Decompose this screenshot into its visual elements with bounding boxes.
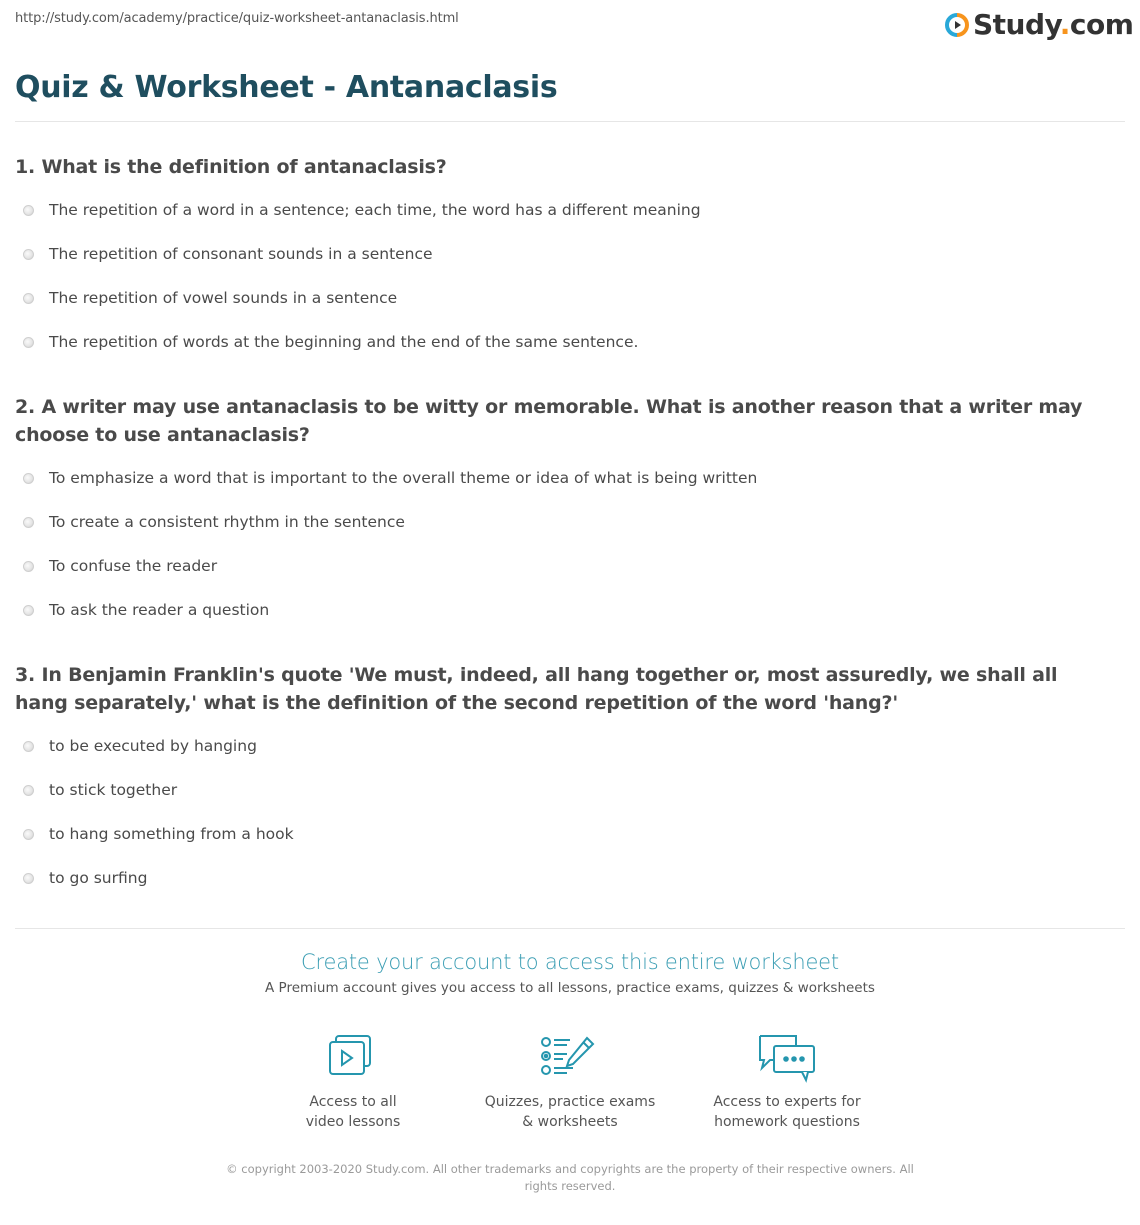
quiz-checklist-icon [537, 1032, 603, 1084]
divider [15, 928, 1125, 929]
radio-button[interactable] [23, 293, 34, 304]
play-circle-icon [945, 13, 969, 37]
answer-option[interactable]: The repetition of a word in a sentence; each time, the word has a different meaning [15, 188, 1115, 232]
answer-option[interactable]: To confuse the reader [15, 544, 1115, 588]
radio-button[interactable] [23, 561, 34, 572]
question-1 [15, 153, 1115, 364]
cta-title[interactable]: Create your account to access this entire worksheet [301, 950, 839, 974]
question-3 [15, 661, 1115, 900]
page-title: Quiz & Worksheet - Antanaclasis [15, 70, 558, 105]
answer-option[interactable]: The repetition of consonant sounds in a sentence [15, 232, 1115, 276]
signup-cta [0, 950, 1140, 996]
question-title: 1. What is the definition of antanaclasis? [15, 156, 447, 178]
page-url: http://study.com/academy/practice/quiz-worksheet-antanaclasis.html [15, 11, 459, 26]
question-title: 2. A writer may use antanaclasis to be witty or memorable. What is another reason that a writer may choose to use antanaclasis? [15, 396, 1083, 446]
answer-option[interactable]: The repetition of words at the beginning and the end of the same sentence. [15, 320, 1115, 364]
radio-button[interactable] [23, 205, 34, 216]
feature-experts: Access to experts for homework questions [679, 1032, 896, 1132]
premium-features [0, 1032, 1140, 1132]
answer-option[interactable]: to hang something from a hook [15, 812, 1115, 856]
question-title: 3. In Benjamin Franklin's quote 'We must, indeed, all hang together or, most assuredly, we shall all hang separately,' what is the definition of the second repetition of the word 'hang?' [15, 664, 1058, 714]
answer-option[interactable]: to stick together [15, 768, 1115, 812]
feature-quizzes: Quizzes, practice exams & worksheets [462, 1032, 679, 1132]
answer-option[interactable]: The repetition of vowel sounds in a sentence [15, 276, 1115, 320]
logo-text: Study.com [973, 8, 1134, 41]
answer-option[interactable]: to be executed by hanging [15, 724, 1115, 768]
cta-subtitle: A Premium account gives you access to all lessons, practice exams, quizzes & worksheets [265, 980, 875, 996]
question-2 [15, 393, 1115, 632]
radio-button[interactable] [23, 337, 34, 348]
video-lessons-icon [320, 1032, 386, 1084]
radio-button[interactable] [23, 873, 34, 884]
answer-option[interactable]: To create a consistent rhythm in the sentence [15, 500, 1115, 544]
answer-option[interactable]: to go surfing [15, 856, 1115, 900]
copyright-footer: © copyright 2003-2020 Study.com. All other trademarks and copyrights are the property of their respective owners. All rights reserved. [226, 1162, 914, 1193]
radio-button[interactable] [23, 605, 34, 616]
divider [15, 121, 1125, 122]
feature-video-lessons: Access to all video lessons [245, 1032, 462, 1132]
radio-button[interactable] [23, 473, 34, 484]
radio-button[interactable] [23, 249, 34, 260]
answer-option[interactable]: To emphasize a word that is important to the overall theme or idea of what is being written [15, 456, 1115, 500]
radio-button[interactable] [23, 517, 34, 528]
radio-button[interactable] [23, 829, 34, 840]
answer-option[interactable]: To ask the reader a question [15, 588, 1115, 632]
radio-button[interactable] [23, 785, 34, 796]
radio-button[interactable] [23, 741, 34, 752]
study-logo[interactable] [945, 9, 1133, 41]
chat-bubbles-icon [754, 1032, 820, 1084]
